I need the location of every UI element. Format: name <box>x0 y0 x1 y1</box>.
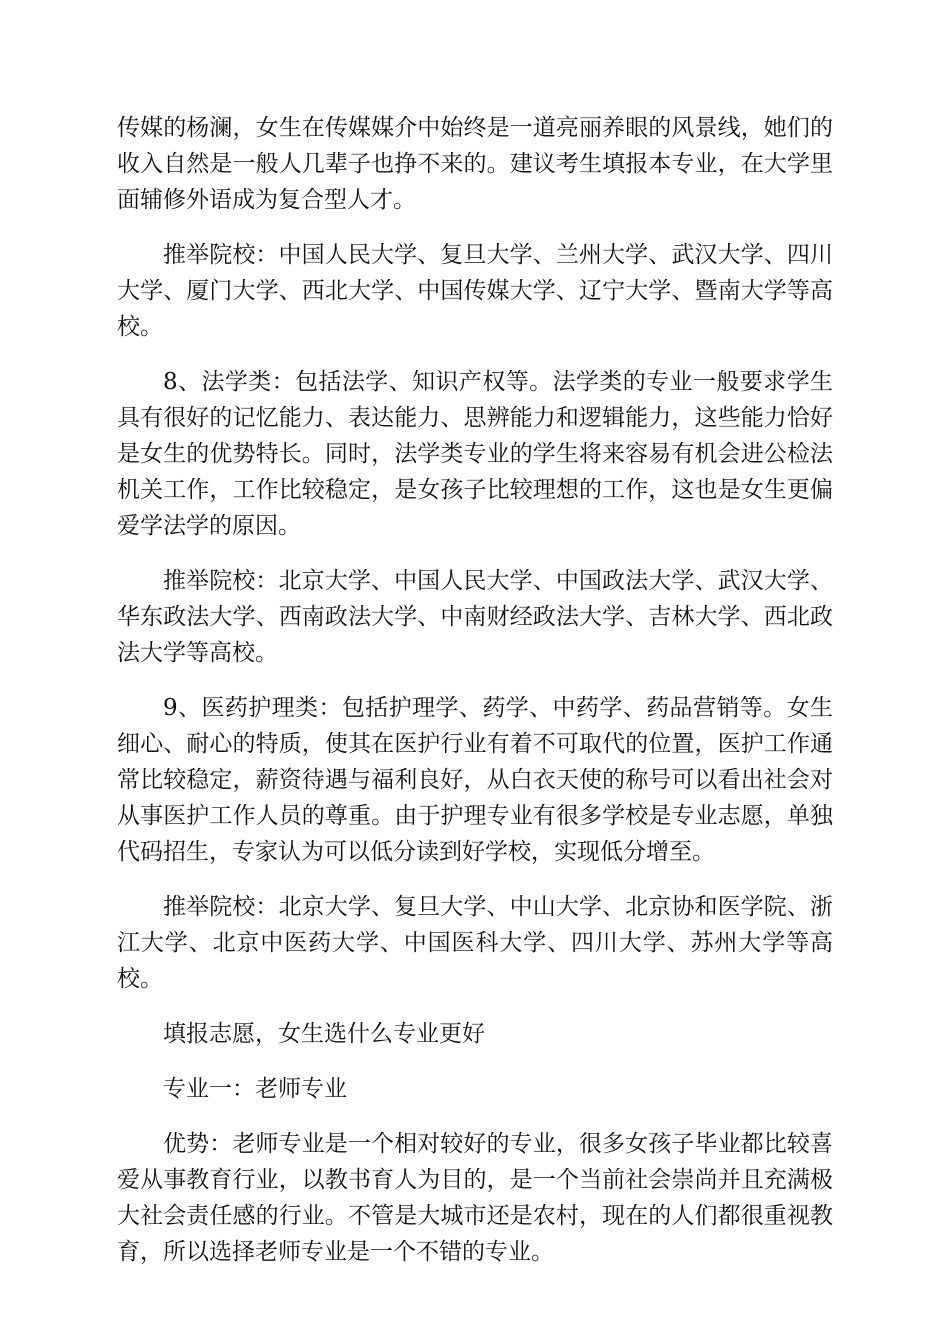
paragraph-media-continuation: 传媒的杨澜，女生在传媒媒介中始终是一道亮丽养眼的风景线，她们的收入自然是一般人几辈子也挣不来的。建议考生填报本专业，在大学里面辅修外语成为复合型人才。 <box>117 115 833 213</box>
paragraph-media-schools: 推举院校：中国人民大学、复旦大学、兰州大学、武汉大学、四川大学、厦门大学、西北大学、中国传媒大学、辽宁大学、暨南大学等高校。 <box>117 242 833 340</box>
paragraph-medical-schools: 推举院校：北京大学、复旦大学、中山大学、北京协和医学院、浙江大学、北京中医药大学、中国医科大学、四川大学、苏州大学等高校。 <box>117 894 833 992</box>
major-one-heading: 专业一：老师专业 <box>163 1076 347 1102</box>
paragraph-law-major: 8、法学类：包括法学、知识产权等。法学类的专业一般要求学生具有很好的记忆能力、表达能力、思辨能力和逻辑能力，这些能力恰好是女生的优势特长。同时，法学类专业的学生将来容易有机会进公检法机关工作，工作比较稳定，是女孩子比较理想的工作，这也是女生更偏爱学法学的原因。 <box>117 369 833 539</box>
document-body <box>117 110 833 1289</box>
section-heading: 填报志愿，女生选什么专业更好 <box>163 1021 485 1047</box>
paragraph-medical-major: 9、医药护理类：包括护理学、药学、中药学、药品营销等。女生细心、耐心的特质，使其在医护行业有着不可取代的位置，医护工作通常比较稳定，薪资待遇与福利良好，从白衣天使的称号可以看出社会对从事医护工作人员的尊重。由于护理专业有很多学校是专业志愿，单独代码招生，专家认为可以低分读到好学校，实现低分增至。 <box>117 695 833 865</box>
paragraph-teacher-advantage: 优势：老师专业是一个相对较好的专业，很多女孩子毕业都比较喜爱从事教育行业，以教书育人为目的，是一个当前社会崇尚并且充满极大社会责任感的行业。不管是大城市还是农村，现在的人们都很重视教育，所以选择老师专业是一个不错的专业。 <box>117 1131 833 1265</box>
paragraph-law-schools: 推举院校：北京大学、中国人民大学、中国政法大学、武汉大学、华东政法大学、西南政法大学、中南财经政法大学、吉林大学、西北政法大学等高校。 <box>117 568 833 666</box>
